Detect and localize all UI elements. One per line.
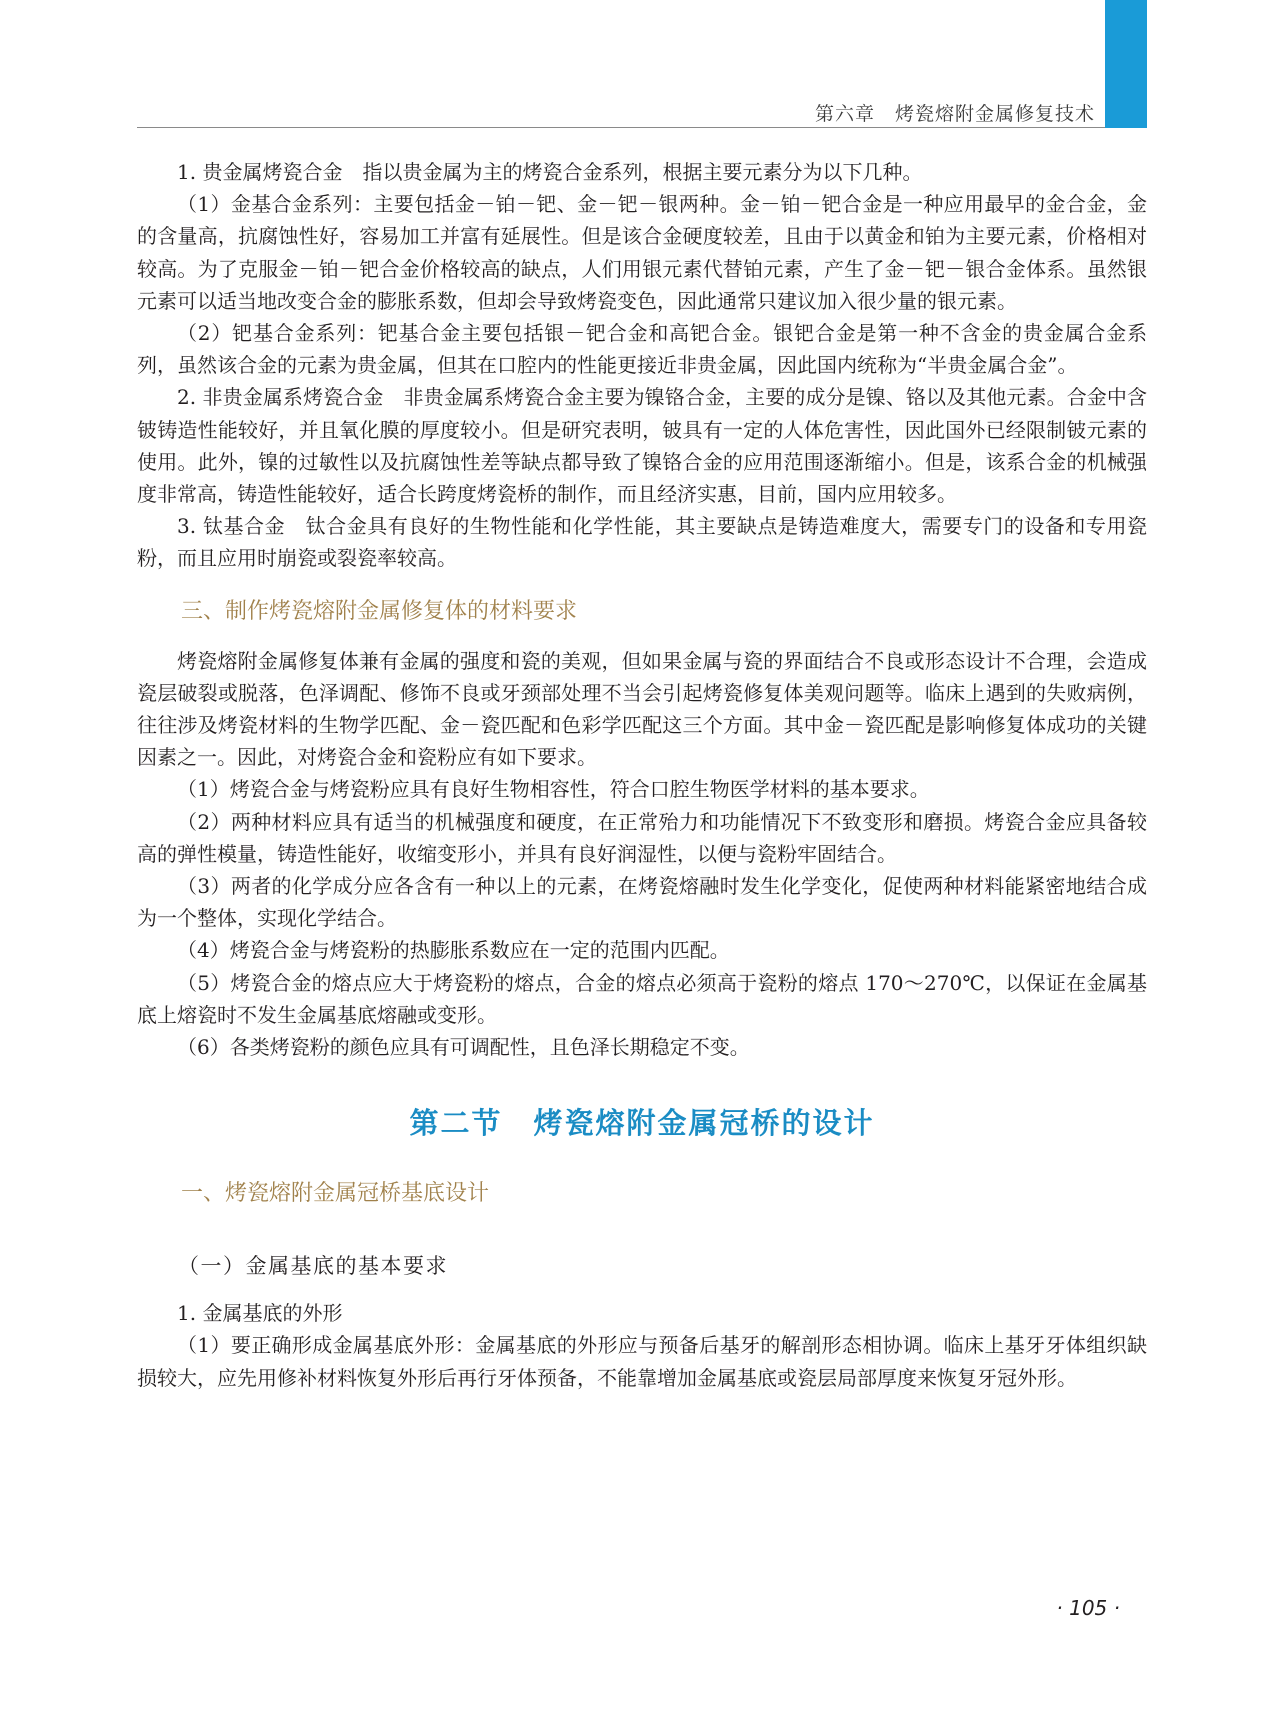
paragraph: （2）钯基合金系列：钯基合金主要包括银－钯合金和高钯合金。银钯合金是第一种不含金的贵金属合金系列，虽然该合金的元素为贵金属，但其在口腔内的性能更接近非贵金属，因此国内统称为“半贵金属合金”。: [137, 321, 1147, 378]
paragraph: （5）烤瓷合金的熔点应大于烤瓷粉的熔点，合金的熔点必须高于瓷粉的熔点 170～270℃，以保证在金属基底上熔瓷时不发生金属基底熔融或变形。: [137, 970, 1147, 1027]
paragraph: 2. 非贵金属系烤瓷合金 非贵金属系烤瓷合金主要为镍铬合金，主要的成分是镍、铬以及其他元素。合金中含铍铸造性能较好，并且氧化膜的厚度较小。但是研究表明，铍具有一定的人体危害性，因此国外已经限制铍元素的使用。此外，镍的过敏性以及抗腐蚀性差等缺点都导致了镍铬合金的应用范围逐渐缩小。但是，该系合金的机械强度非常高，铸造性能较好，适合长跨度烤瓷桥的制作，而且经济实惠，目前，国内应用较多。: [137, 385, 1147, 507]
paragraph: （2）两种材料应具有适当的机械强度和硬度，在正常殆力和功能情况下不致变形和磨损。烤瓷合金应具备较高的弹性模量，铸造性能好，收缩变形小，并具有良好润湿性，以便与瓷粉牢固结合。: [137, 809, 1147, 866]
paragraph: 烤瓷熔附金属修复体兼有金属的强度和瓷的美观，但如果金属与瓷的界面结合不良或形态设计不合理，会造成瓷层破裂或脱落，色泽调配、修饰不良或牙颈部处理不当会引起烤瓷修复体美观问题等。临床上遇到的失败病例，往往涉及烤瓷材料的生物学匹配、金－瓷匹配和色彩学匹配这三个方面。其中金－瓷匹配是影响修复体成功的关键因素之一。因此，对烤瓷合金和瓷粉应有如下要求。: [137, 648, 1147, 770]
chapter-side-tab: [1105, 0, 1147, 128]
chapter-section-title: 第二节 烤瓷熔附金属冠桥的设计: [409, 1106, 875, 1141]
subsection-heading: （一）金属基底的基本要求: [178, 1254, 448, 1279]
header-rule: [137, 127, 1105, 128]
section-heading-base-design: 一、烤瓷熔附金属冠桥基底设计: [181, 1181, 490, 1207]
section-heading-materials: 三、制作烤瓷熔附金属修复体的材料要求: [181, 598, 578, 624]
paragraph: 1. 金属基底的外形: [177, 1301, 343, 1326]
paragraph: （1）烤瓷合金与烤瓷粉应具有良好生物相容性，符合口腔生物医学材料的基本要求。: [177, 777, 930, 802]
paragraph: 3. 钛基合金 钛合金具有良好的生物性能和化学性能，其主要缺点是铸造难度大，需要专门的设备和专用瓷粉，而且应用时崩瓷或裂瓷率较高。: [137, 514, 1147, 571]
page-number: · 105 ·: [1056, 1596, 1120, 1620]
paragraph: （4）烤瓷合金与烤瓷粉的热膨胀系数应在一定的范围内匹配。: [177, 938, 730, 963]
running-header: 第六章 烤瓷熔附金属修复技术: [814, 103, 1095, 125]
paragraph: （1）要正确形成金属基底外形：金属基底的外形应与预备后基牙的解剖形态相协调。临床上基牙牙体组织缺损较大，应先用修补材料恢复外形后再行牙体预备，不能靠增加金属基底或瓷层局部厚度来恢复牙冠外形。: [137, 1333, 1147, 1390]
paragraph: （3）两者的化学成分应各含有一种以上的元素，在烤瓷熔融时发生化学变化，促使两种材料能紧密地结合成为一个整体，实现化学结合。: [137, 874, 1147, 931]
paragraph: （1）金基合金系列：主要包括金－铂－钯、金－钯－银两种。金－铂－钯合金是一种应用最早的金合金，金的含量高，抗腐蚀性好，容易加工并富有延展性。但是该合金硬度较差，且由于以黄金和铂为主要元素，价格相对较高。为了克服金－铂－钯合金价格较高的缺点，人们用银元素代替铂元素，产生了金－钯－银合金体系。虽然银元素可以适当地改变合金的膨胀系数，但却会导致烤瓷变色，因此通常只建议加入很少量的银元素。: [137, 192, 1147, 313]
paragraph: 1. 贵金属烤瓷合金 指以贵金属为主的烤瓷合金系列，根据主要元素分为以下几种。: [177, 160, 923, 184]
page-body: [137, 156, 1147, 1394]
paragraph: （6）各类烤瓷粉的颜色应具有可调配性，且色泽长期稳定不变。: [177, 1035, 750, 1060]
